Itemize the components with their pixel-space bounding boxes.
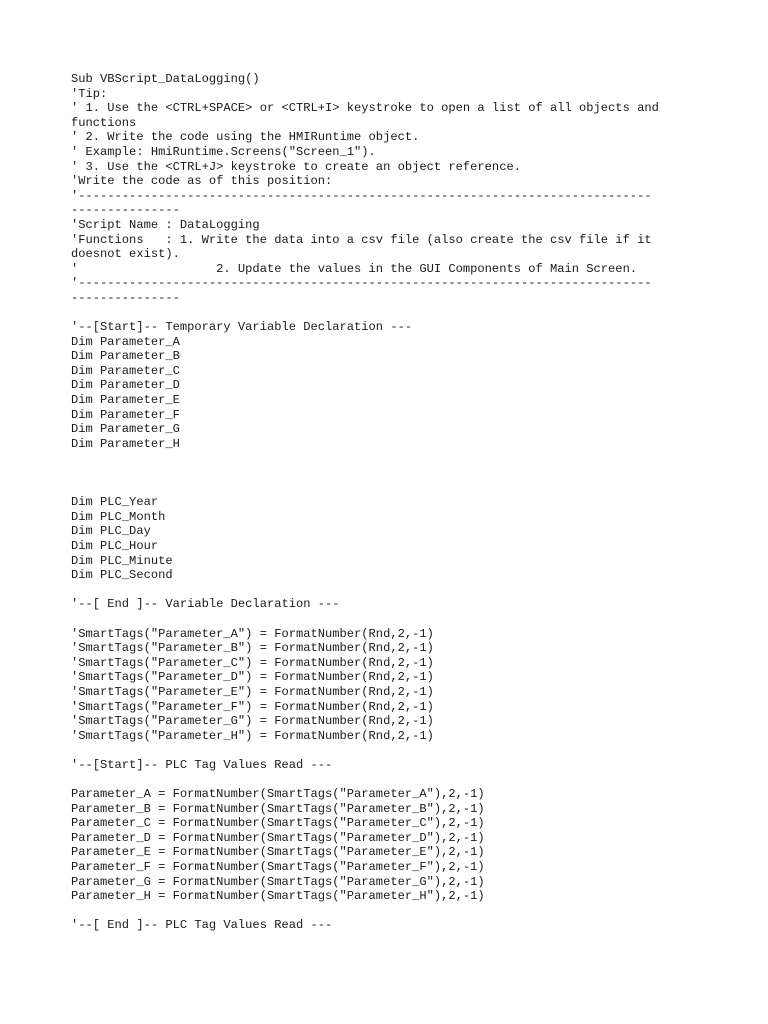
code-line: Parameter_H = FormatNumber(SmartTags("Parameter_H"),2,-1) [71, 889, 485, 904]
code-line: ' 1. Use the <CTRL+SPACE> or <CTRL+I> keystroke to open a list of all objects and [71, 101, 659, 116]
code-line: 'SmartTags("Parameter_B") = FormatNumber(Rnd,2,-1) [71, 641, 434, 656]
code-line [71, 612, 711, 627]
code-line: 'SmartTags("Parameter_C") = FormatNumber(Rnd,2,-1) [71, 655, 434, 670]
code-line: Parameter_A = FormatNumber(SmartTags("Parameter_A"),2,-1) [71, 787, 485, 802]
code-line: Parameter_C = FormatNumber(SmartTags("Parameter_C"),2,-1) [71, 816, 485, 831]
code-line: Dim Parameter_A [71, 334, 180, 349]
code-line: Dim Parameter_H [71, 436, 180, 451]
code-line: Dim PLC_Minute [71, 553, 173, 568]
code-line: 'Script Name : DataLogging [71, 217, 260, 232]
code-block [71, 72, 711, 933]
code-line: Dim Parameter_B [71, 349, 180, 364]
code-line: Parameter_B = FormatNumber(SmartTags("Parameter_B"),2,-1) [71, 801, 485, 816]
code-line: ' 2. Update the values in the GUI Components of Main Screen. [71, 261, 638, 276]
code-line: 'Write the code as of this position: [71, 174, 333, 189]
code-line: 'SmartTags("Parameter_H") = FormatNumber(Rnd,2,-1) [71, 728, 434, 743]
code-line: '--[ End ]-- PLC Tag Values Read --- [71, 918, 333, 933]
code-line: 'SmartTags("Parameter_E") = FormatNumber(Rnd,2,-1) [71, 684, 434, 699]
code-line: 'Functions : 1. Write the data into a csv file (also create the csv file if it [71, 232, 652, 247]
code-line [71, 743, 711, 758]
document-page [71, 72, 711, 933]
code-line [71, 306, 711, 321]
code-line: Parameter_G = FormatNumber(SmartTags("Parameter_G"),2,-1) [71, 874, 485, 889]
code-line: '------------------------------------------------------------------------------- [71, 188, 652, 203]
code-line: Parameter_D = FormatNumber(SmartTags("Parameter_D"),2,-1) [71, 830, 485, 845]
code-line: Dim Parameter_F [71, 407, 180, 422]
code-line: Dim Parameter_G [71, 422, 180, 437]
code-line: '--[Start]-- Temporary Variable Declaration --- [71, 320, 413, 335]
code-line: Parameter_E = FormatNumber(SmartTags("Parameter_E"),2,-1) [71, 845, 485, 860]
code-line [71, 481, 711, 496]
code-line [71, 466, 711, 481]
code-line: Dim PLC_Hour [71, 539, 159, 553]
code-line: 'SmartTags("Parameter_A") = FormatNumber(Rnd,2,-1) [71, 626, 434, 641]
code-line [71, 773, 711, 788]
code-line: 'Tip: [71, 86, 108, 101]
code-line [71, 583, 711, 598]
code-line: Dim PLC_Month [71, 509, 166, 524]
code-line: Dim PLC_Year [71, 495, 159, 510]
code-line: Sub VBScript_DataLogging() [71, 72, 260, 86]
code-line: Dim Parameter_C [71, 363, 180, 378]
code-line: Parameter_F = FormatNumber(SmartTags("Parameter_F"),2,-1) [71, 860, 485, 875]
code-line: Dim PLC_Day [71, 524, 151, 539]
code-line: ' 2. Write the code using the HMIRuntime object. [71, 130, 420, 145]
code-line: functions [71, 115, 137, 130]
code-line: 'SmartTags("Parameter_D") = FormatNumber(Rnd,2,-1) [71, 670, 434, 685]
code-line: ' Example: HmiRuntime.Screens("Screen_1"). [71, 144, 376, 159]
code-line: '------------------------------------------------------------------------------- [71, 276, 652, 291]
code-line: '--[Start]-- PLC Tag Values Read --- [71, 757, 333, 772]
code-line: --------------- [71, 290, 180, 305]
code-line: 'SmartTags("Parameter_G") = FormatNumber(Rnd,2,-1) [71, 714, 434, 729]
code-line: Dim Parameter_E [71, 393, 180, 408]
code-line [71, 904, 711, 919]
code-line: 'SmartTags("Parameter_F") = FormatNumber(Rnd,2,-1) [71, 699, 434, 714]
code-line: '--[ End ]-- Variable Declaration --- [71, 597, 340, 612]
code-line: doesnot exist). [71, 247, 180, 262]
code-line: Dim Parameter_D [71, 378, 180, 393]
code-line: ' 3. Use the <CTRL+J> keystroke to create an object reference. [71, 159, 521, 174]
code-line: Dim PLC_Second [71, 568, 173, 583]
code-line: --------------- [71, 203, 180, 218]
code-line [71, 451, 711, 466]
